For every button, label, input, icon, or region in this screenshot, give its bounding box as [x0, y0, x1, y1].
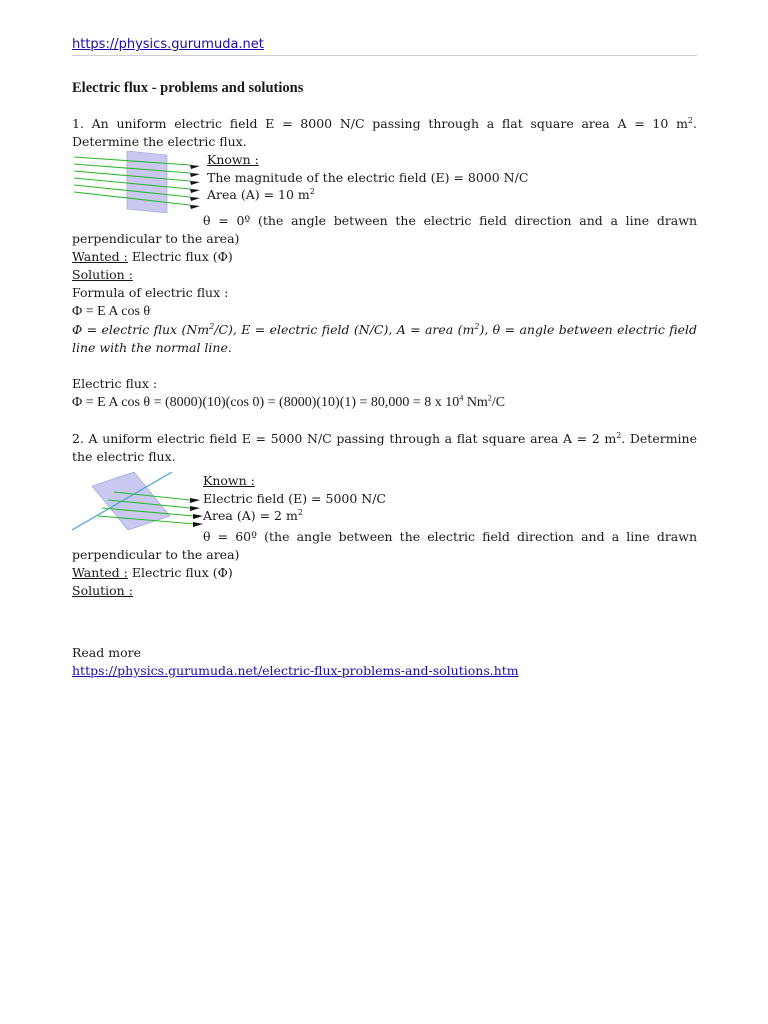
problem-1-known-block	[72, 151, 697, 213]
header-url-link[interactable]: https://physics.gurumuda.net	[72, 37, 264, 52]
header-divider	[72, 55, 697, 56]
problem-1-solution-label: Solution :	[72, 267, 133, 282]
figure-2-flux-diagram	[72, 472, 203, 536]
read-more-block	[72, 644, 697, 680]
formula-label: Formula of electric flux :	[72, 285, 229, 300]
known-label: Known :	[207, 152, 259, 167]
problem-2-theta: θ = 60º (the angle between the electric field direction and a line drawn perpendicular to the area)	[72, 529, 697, 562]
read-more-link[interactable]: https://physics.gurumuda.net/electric-flux-problems-and-solutions.htm	[72, 663, 519, 678]
problem-2-known-list	[203, 472, 697, 525]
problem-2-known-block	[72, 472, 697, 536]
document-page	[72, 36, 697, 680]
electric-flux-label: Electric flux :	[72, 376, 158, 391]
known-area-value: Area (A) = 10 $m^2$	[207, 186, 315, 202]
problem-1-wanted: Wanted : Electric flux (Φ)	[72, 249, 233, 264]
page-title: Electric flux - problems and solutions	[72, 80, 304, 96]
problem-1-statement: 1. An uniform electric field E = 8000 N/C passing through a flat square area A = 10 $m^2$. Determine the electric flux.	[72, 115, 697, 149]
known-area-value: Area (A) = 2 $m^2$	[203, 507, 303, 523]
formula-definitions: Φ = electric flux (Nm$^2$/C), E = electric field (N/C), A = area $(m^2)$, θ = angle between electric field line with the normal line.	[72, 321, 697, 355]
problem-2-statement: 2. A uniform electric field E = 5000 N/C passing through a flat square area A = 2 $m^2$. Determine the electric flux.	[72, 430, 697, 464]
flux-calculation: Φ = E A cos θ = (8000)(10)(cos 0) = (8000)(10)(1) = 80,000 = 8 x $10^4$ Nm$^2$/C	[72, 393, 506, 410]
problem-2-solution-label: Solution :	[72, 583, 133, 598]
figure-1-flux-diagram	[72, 151, 207, 213]
known-field-value: Electric field (E) = 5000 N/C	[203, 490, 386, 506]
problem-1-known-list	[207, 151, 697, 204]
problem-2-wanted: Wanted : Electric flux (Φ)	[72, 565, 233, 580]
known-field-value: The magnitude of the electric field (E) = 8000 N/C	[207, 169, 529, 185]
problem-1-theta: θ = 0º (the angle between the electric field direction and a line drawn perpendicular to the area)	[72, 213, 697, 246]
read-more-label: Read more	[72, 645, 141, 660]
formula: Φ = E A cos θ	[72, 304, 151, 319]
known-label: Known :	[203, 473, 255, 488]
